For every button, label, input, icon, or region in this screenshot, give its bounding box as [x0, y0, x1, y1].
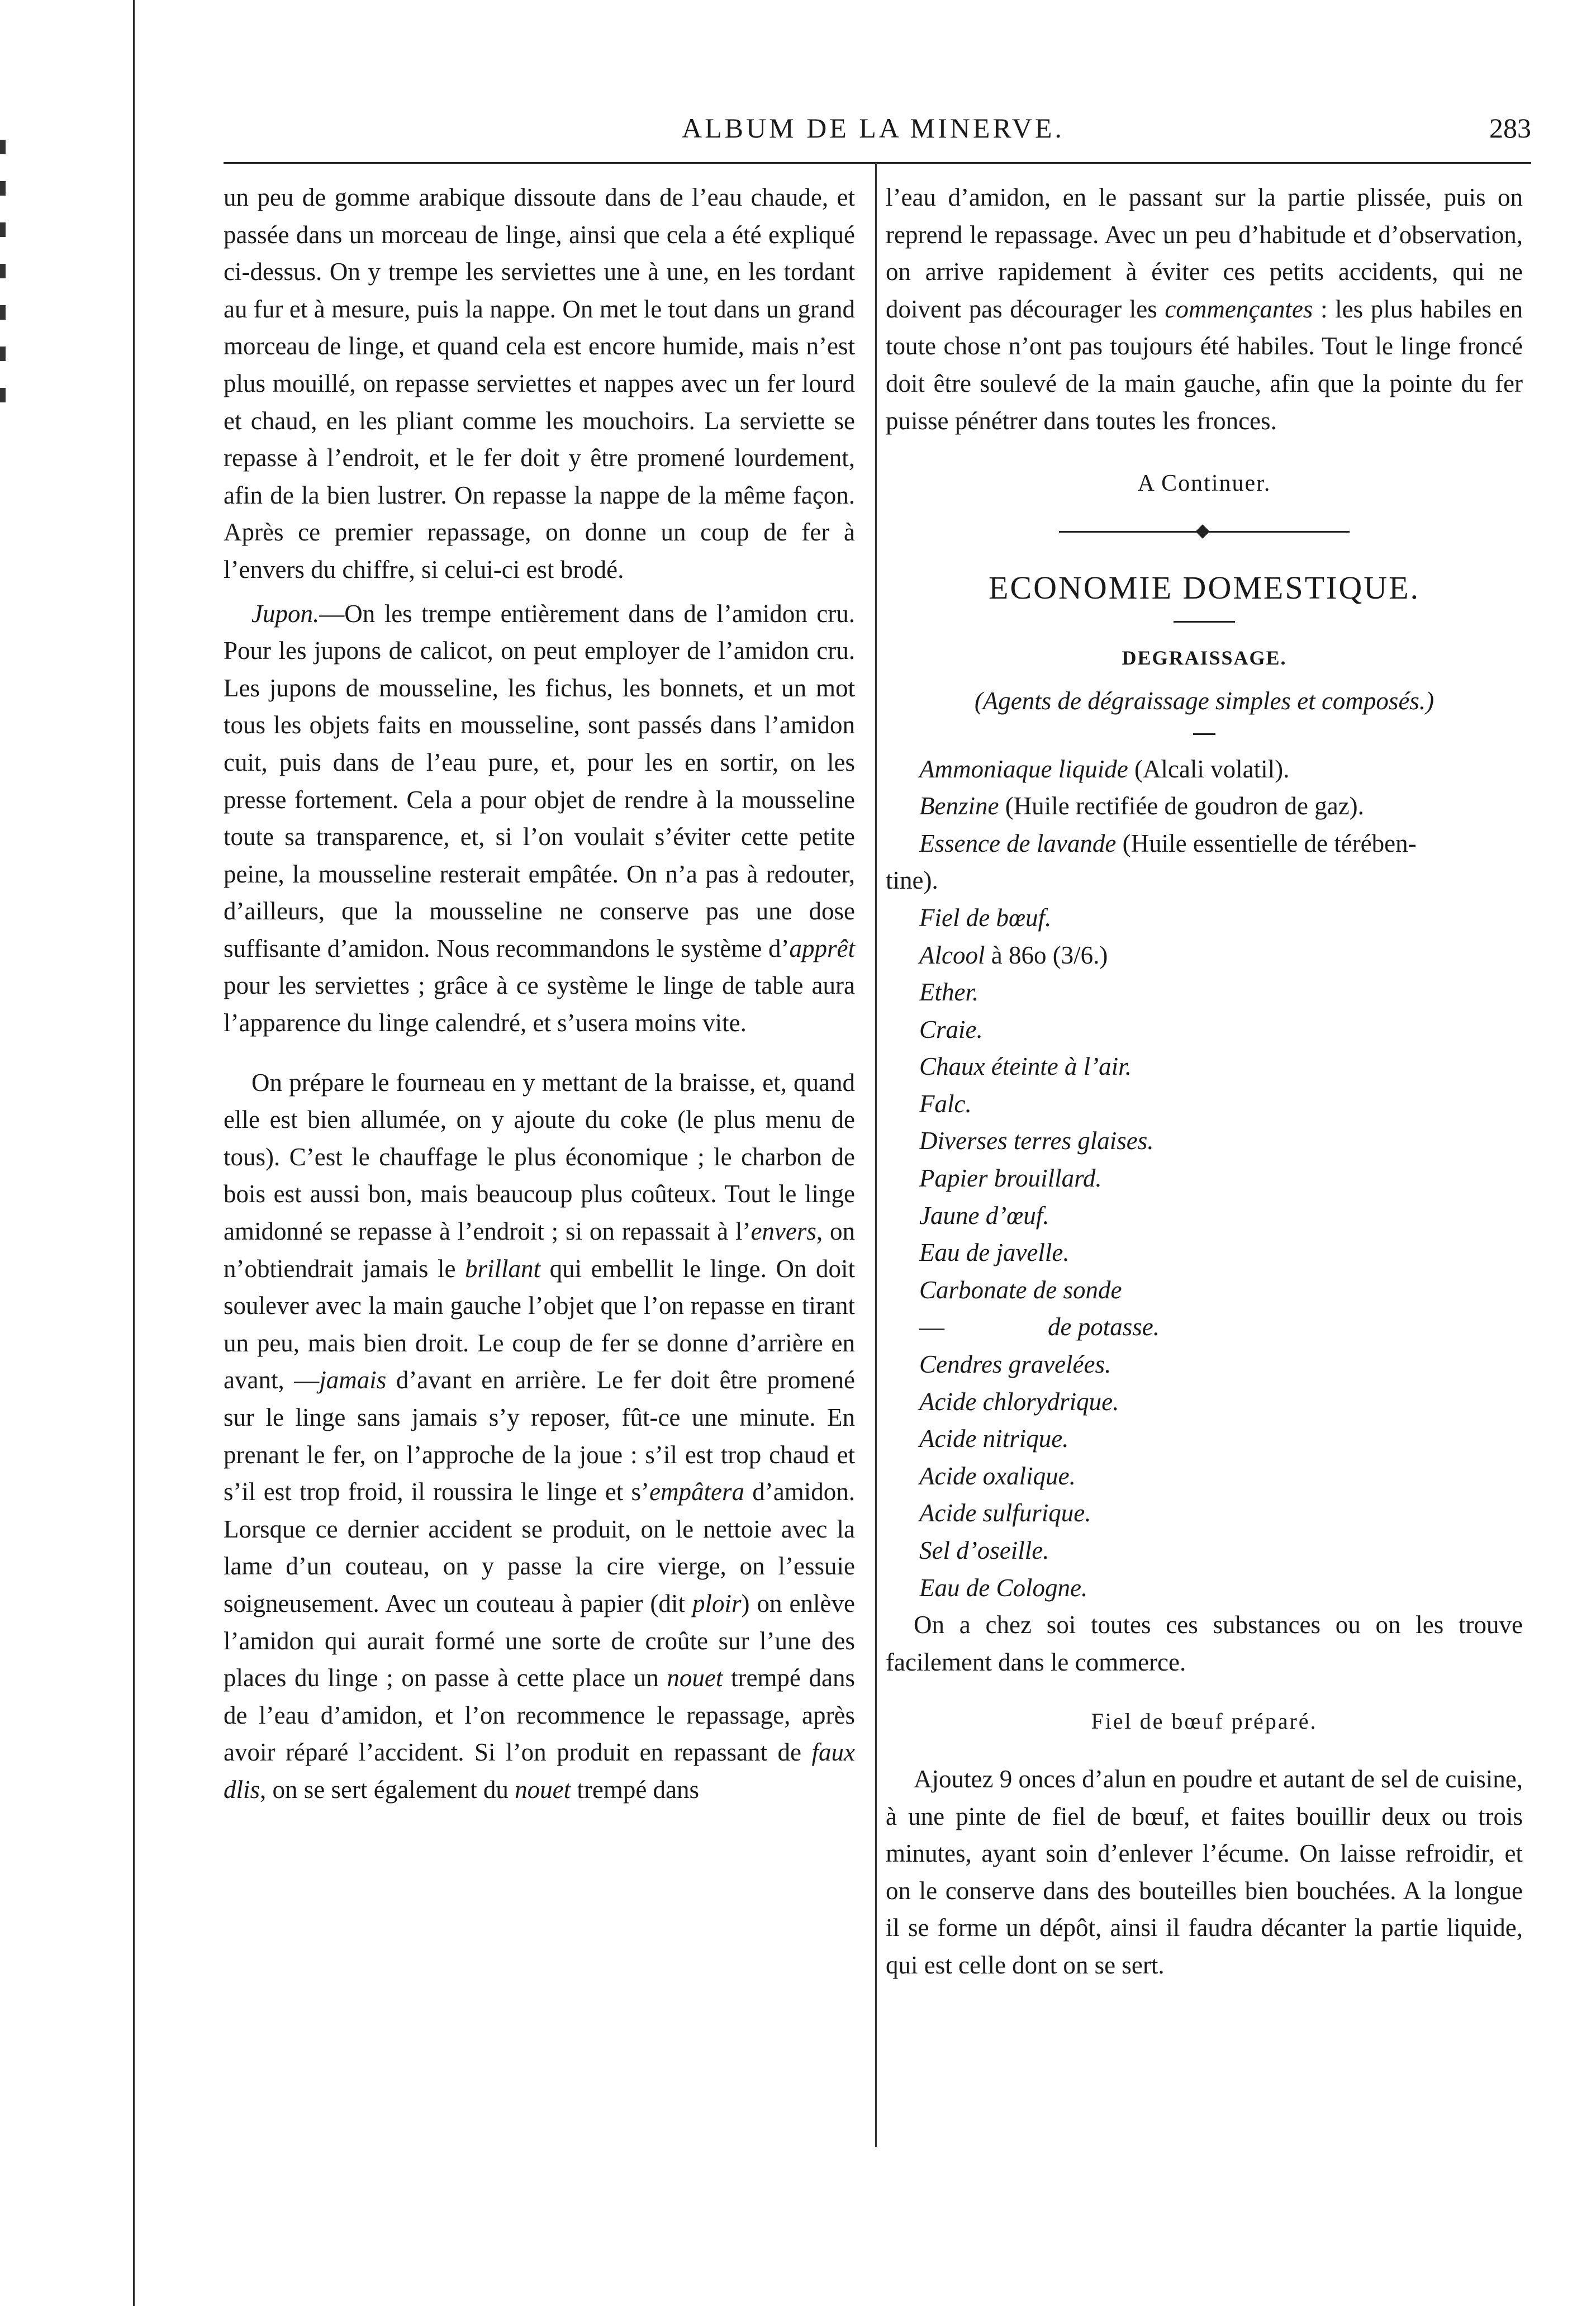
agent-item: Eau de Cologne. [919, 1573, 1088, 1602]
column-divider [875, 163, 877, 2147]
ornamental-divider [1059, 521, 1350, 542]
agent-item: Eau de javelle. [919, 1239, 1070, 1267]
agent-item: Cendres gravelées. [919, 1350, 1112, 1379]
paragraph-fourneau: On prépare le fourneau en y mettant de la braisse, et, quand elle est bien allumée, on y ajoute du coke (le plus menu de tous). C’est le chauffage le plus économique ; le charbon de bois est aussi bon, mais beaucoup plus coûteux. Tout le linge amidonné se repasse à l’endroit ; si on repassait à l’envers, on n’obtiendrait jamais le brillant qui embellit le linge. On doit soulever avec la main gauche l’objet que l’on repasse en tirant un peu, mais bien droit. Le coup de fer se donne d’arrière en avant, —jamais d’avant en arrière. Le fer doit être promené sur le linge sans jamais s’y reposer, fût-ce une minute. En prenant le fer, on l’approche de la joue : s’il est trop chaud et s’il est trop froid, il roussira le linge et s’empâtera d’amidon. Lorsque ce dernier accident se produit, on le nettoie avec la lame d’un couteau, on y passe la cire vierge, on l’essuie soigneusement. Avec un couteau à papier (dit ploir) on enlève l’amidon qui aurait formé une sorte de croûte sur l’une des places du linge ; on passe à cette place un nouet trempé dans de l’eau d’amidon, et l’on recommence le repassage, après avoir réparé l’accident. Si l’on produit en repassant de faux dlis, on se sert également du nouet trempé dans [224, 1068, 856, 1804]
jupon-label: Jupon. [251, 599, 320, 628]
paragraph-fiel-recipe: Ajoutez 9 onces d’alun en poudre et autant de sel de cuisine, à une pinte de fiel de bœuf, et faites bouillir deux ou trois minutes, ayant soin d’enlever l’écume. On laisse refroidir, et on le conserve dans des bouteilles bien bouchées. A la longue il se forme un dépôt, ainsi il faudra décanter la partie liquide, qui est celle dont on se sert. [886, 1764, 1523, 1979]
agent-item: Diverses terres glaises. [919, 1127, 1154, 1155]
subtitle-agents: (Agents de dégraissage simples et composés.) [974, 686, 1434, 715]
page-header [224, 112, 1531, 151]
agent-item: Sel d’oseille. [919, 1536, 1049, 1564]
paragraph-serviettes: un peu de gomme arabique dissoute dans de l’eau chaude, et passée dans un morceau de linge, ainsi que cela a été expliqué ci-dessus. On y trempe les serviettes une à une, en les tordant au fur et à mesure, puis la nappe. On met le tout dans un grand morceau de linge, et quand cela est encore humide, mais n’est plus mouillé, on repasse serviettes et nappes avec un fer lourd et chaud, en les pliant comme les mouchoirs. La serviette se repasse à l’endroit, et le fer doit y être promené lourdement, afin de la bien lustrer. On repasse la nappe de la même façon. Après ce premier repassage, on donne un coup de fer à l’envers du chiffre, si celui-ci est brodé. [224, 183, 855, 583]
header-rule [224, 162, 1531, 164]
margin-specks [0, 140, 22, 429]
continue-note: A Continuer. [1137, 471, 1271, 497]
agent-item: Acide chlorydrique. [919, 1387, 1119, 1416]
agent-item: Chaux éteinte à l’air. [919, 1052, 1132, 1081]
page-number: 283 [1489, 112, 1531, 144]
agent-item: Fiel de bœuf. [919, 903, 1052, 932]
agent-item: Jaune d’œuf. [919, 1201, 1049, 1230]
agent-item: Papier brouillard. [919, 1164, 1102, 1193]
agent-item: Benzine (Huile rectifiée de goudron de gaz). [919, 792, 1364, 820]
paragraph-continuation: l’eau d’amidon, en le passant sur la partie plissée, puis on reprend le repassage. Avec un peu d’habitude et d’observation, on arrive rapidement à éviter ces petits accidents, qui ne doivent pas décourager les commençantes : les plus habiles en toute chose n’ont pas toujours été habiles. Tout le linge froncé doit être soulevé de la main gauche, afin que la pointe du fer puisse pénétrer dans toutes les fronces. [886, 183, 1523, 435]
agent-item: Ether. [919, 978, 979, 1007]
running-title: ALBUM DE LA MINERVE. [682, 112, 1065, 144]
agent-item: Acide nitrique. [919, 1425, 1069, 1453]
agent-item: Alcool à 86o (3/6.) [919, 941, 1108, 969]
subtitle-rule [1193, 733, 1215, 735]
binding-margin-rule [133, 0, 135, 2306]
agent-item: Essence de lavande (Huile essentielle de térében- tine). [886, 829, 1417, 895]
paragraph-after-list: On a chez soi toutes ces substances ou on les trouve facilement dans le commerce. [886, 1611, 1523, 1676]
subheading-fiel: Fiel de bœuf préparé. [1091, 1709, 1318, 1734]
agent-item: Ammoniaque liquide (Alcali volatil). [919, 755, 1290, 783]
left-column [224, 179, 855, 1809]
agent-item: Craie. [919, 1015, 983, 1043]
agent-item: Carbonate de sonde [919, 1275, 1122, 1304]
subheading-degraissage: DEGRAISSAGE. [1122, 647, 1287, 670]
agent-item: Acide oxalique. [919, 1462, 1076, 1490]
agent-item: — de potasse. [919, 1313, 1160, 1341]
agent-item: Acide sulfurique. [919, 1499, 1091, 1527]
section-rule [1174, 621, 1235, 623]
agents-list [886, 751, 1523, 1607]
section-title: ECONOMIE DOMESTIQUE. [988, 569, 1421, 606]
paragraph-jupon: Jupon.—On les trempe entièrement dans de l’amidon cru. Pour les jupons de calicot, on peut employer de l’amidon cru. Les jupons de mousseline, les fichus, les bonnets, et un mot tous les objets faits en mousseline, sont passés dans l’amidon cuit, puis dans de l’eau pure, et, pour les en sortir, on les presse fortement. Cela a pour objet de rendre à la mousseline toute sa transparence, et, si l’on voulait s’éviter cette petite peine, la mousseline resterait empâtée. On n’a pas à redouter, d’ailleurs, que la mousseline ne conserve pas une dose suffisante d’amidon. Nous recommandons le système d’apprêt pour les serviettes ; grâce à ce système le linge de table aura l’apparence du linge calendré, et s’usera moins vite. [224, 599, 855, 1037]
agent-item: Falc. [919, 1089, 972, 1118]
right-column [886, 179, 1523, 1984]
